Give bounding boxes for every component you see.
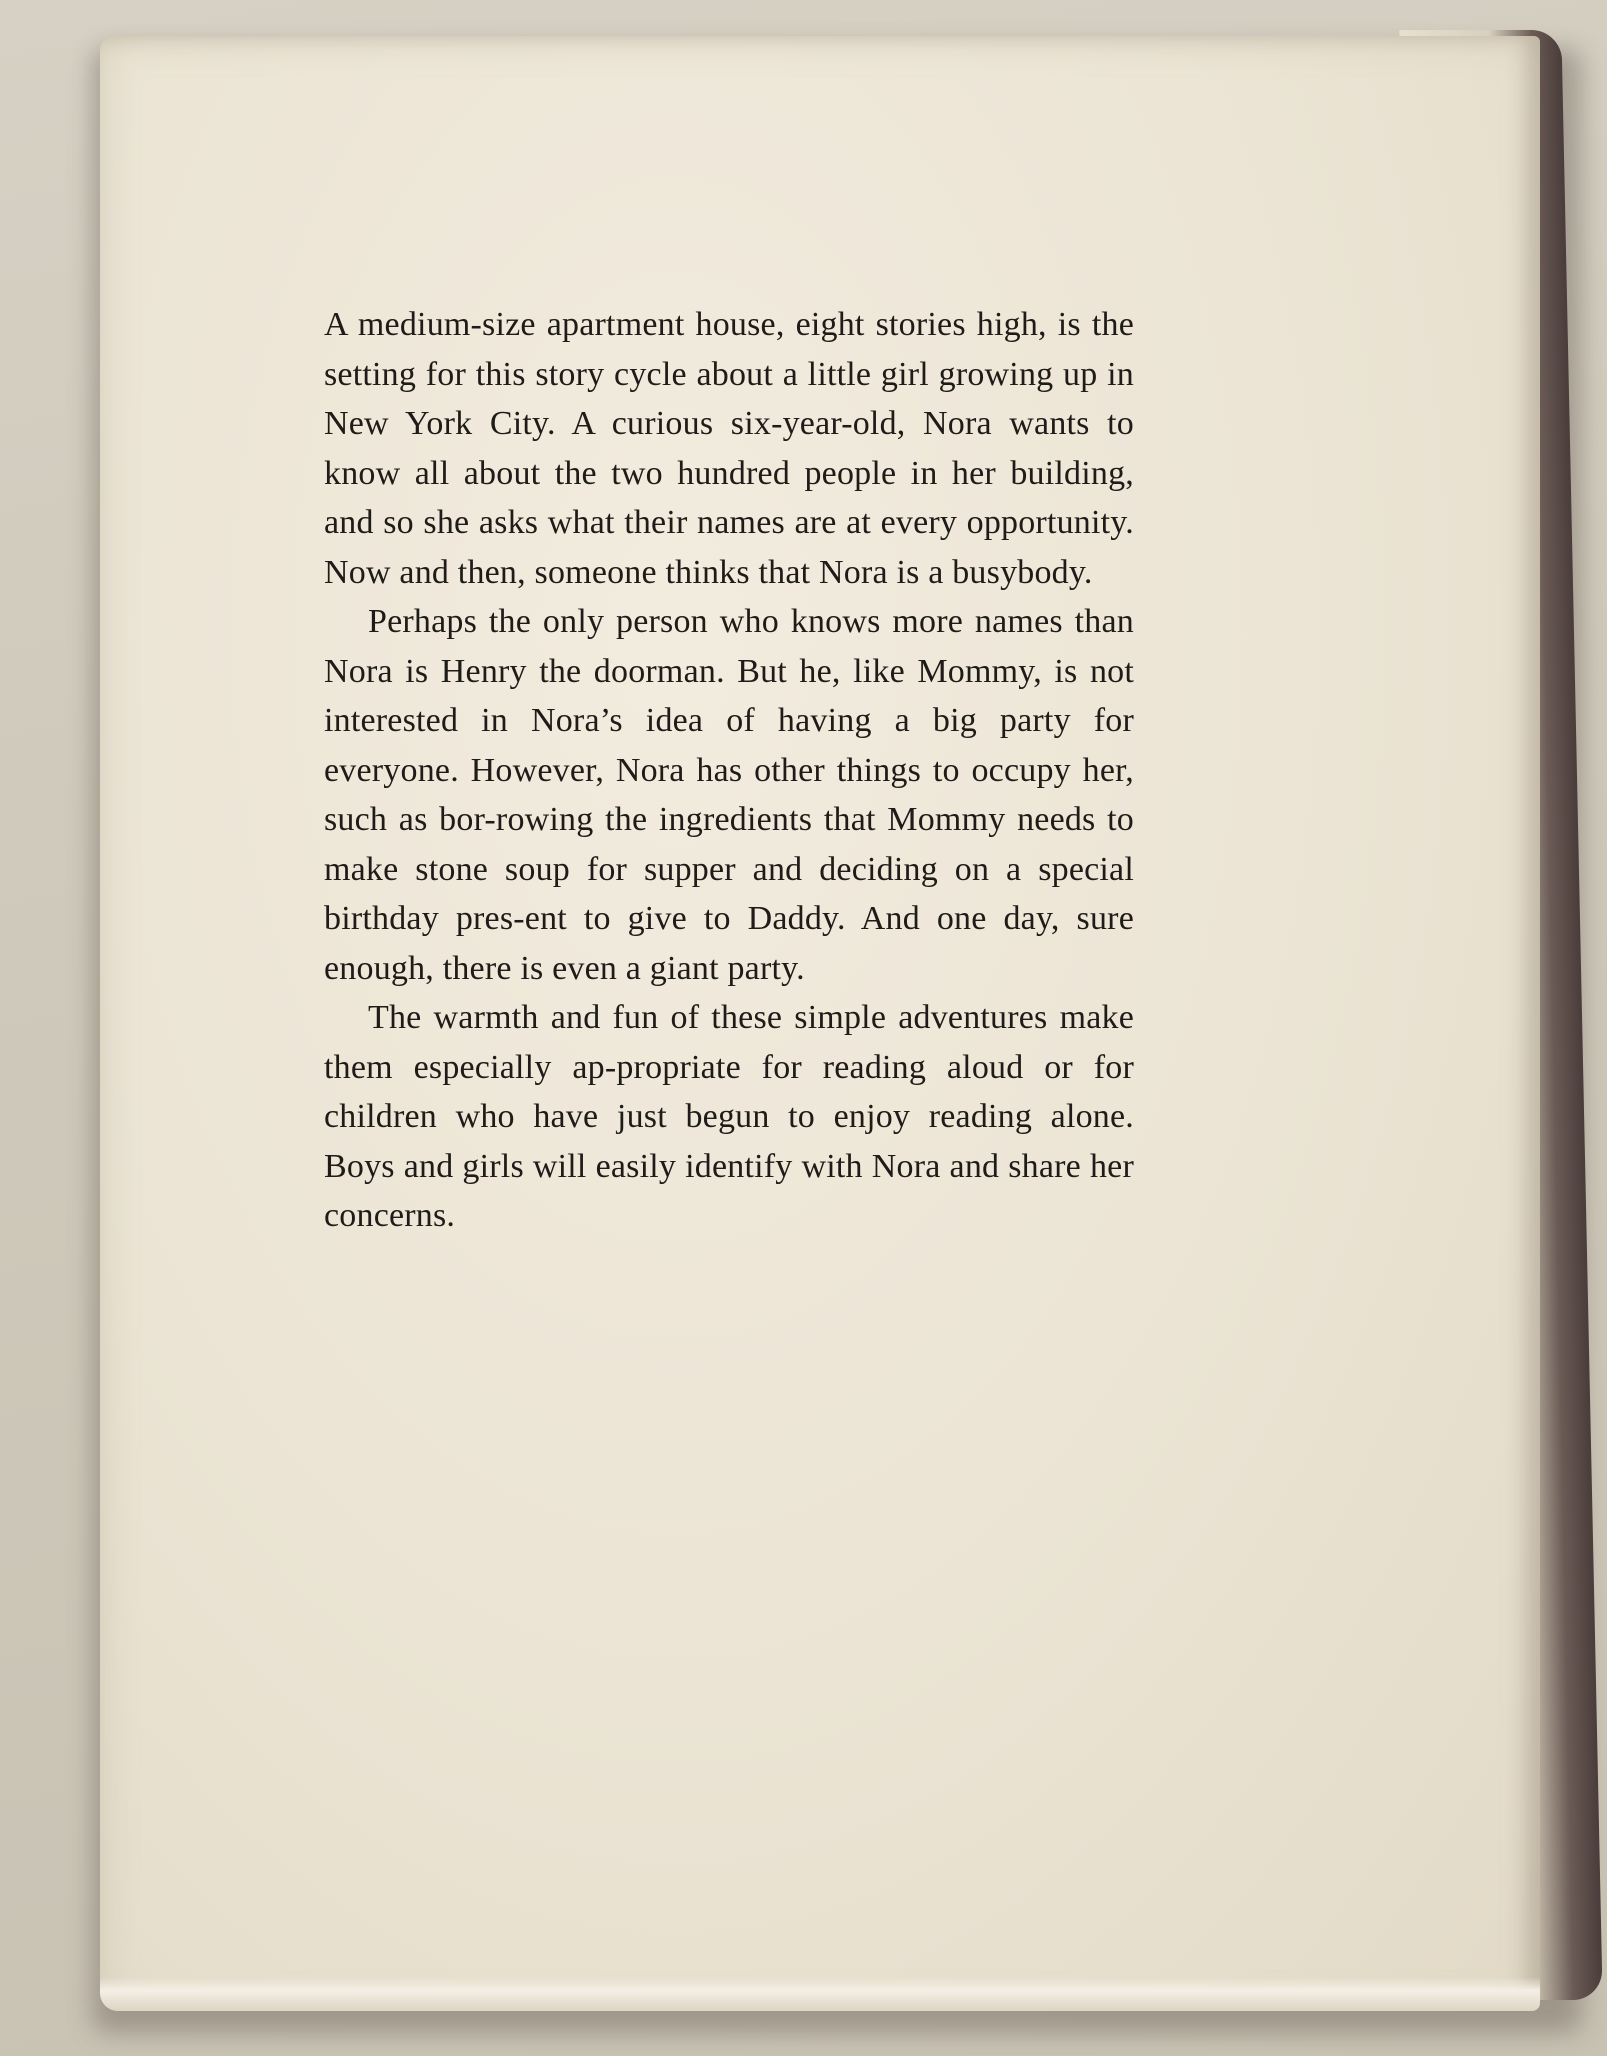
blurb-paragraph-2: Perhaps the only person who knows more names than Nora is Henry the doorman. But he, like Mommy, is not interested in Nora’s idea of having a big party for everyone. However, Nora has other things to occupy her, such as bor-rowing the ingredients that Mommy needs to make stone soup for supper and deciding on a special birthday pres-ent to give to Daddy. And one day, sure enough, there is even a giant party. [324,603,1134,987]
blurb-paragraph-3: The warmth and fun of these simple adventures make them especially ap-propriate for reading aloud or for children who have just begun to enjoy reading alone. Boys and girls will easily identify with Nora and share her concerns. [324,999,1134,1234]
back-cover-blurb [324,300,1134,1241]
blurb-paragraph-1: A medium-size apartment house, eight stories high, is the setting for this story cycle about a little girl growing up in New York City. A curious six-year-old, Nora wants to know all about the two hundred people in her building, and so she asks what their names are at every opportunity. Now and then, someone thinks that Nora is a busybody. [324,306,1134,591]
